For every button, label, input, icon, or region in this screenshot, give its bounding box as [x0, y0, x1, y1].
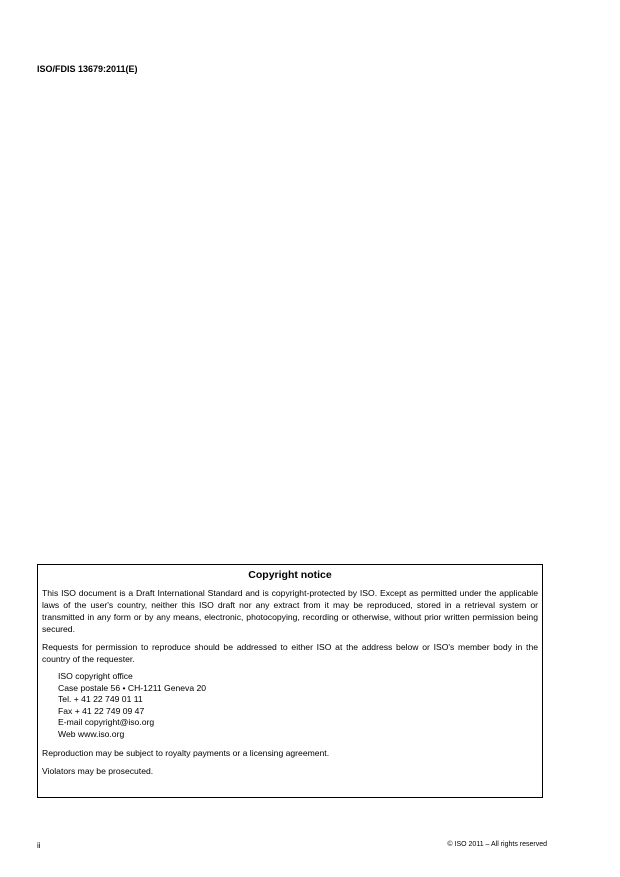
notice-paragraph: Requests for permission to reproduce should be addressed to either ISO at the address below or ISO's member body in the country of the requester.: [42, 642, 538, 664]
document-id-header: ISO/FDIS 13679:2011(E): [37, 64, 138, 74]
notice-paragraph: This ISO document is a Draft International Standard and is copyright-protected by ISO. Except as permitted under the applicable laws of the user's country, neither this ISO draft nor any extract from it may be reproduced, stored in a retrieval system or transmitted in any form or by any means, electronic, photocopying, recording or otherwise, without prior written permission being secured.: [42, 588, 538, 634]
address-line: Tel. + 41 22 749 01 11: [58, 694, 143, 705]
copyright-notice-box: [37, 564, 543, 798]
address-line: E-mail copyright@iso.org: [58, 717, 155, 728]
address-line: Web www.iso.org: [58, 728, 125, 739]
notice-paragraph: Reproduction may be subject to royalty payments or a licensing agreement.: [42, 747, 330, 758]
address-line: Case postale 56 • CH-1211 Geneva 20: [58, 682, 207, 693]
footer-copyright: © ISO 2011 – All rights reserved: [447, 841, 547, 848]
address-block: [58, 671, 538, 741]
page-number: ii: [37, 841, 41, 850]
notice-paragraph: Violators may be prosecuted.: [42, 765, 154, 776]
address-line: ISO copyright office: [58, 671, 133, 681]
copyright-notice-title: Copyright notice: [248, 569, 332, 581]
address-line: Fax + 41 22 749 09 47: [58, 705, 145, 716]
